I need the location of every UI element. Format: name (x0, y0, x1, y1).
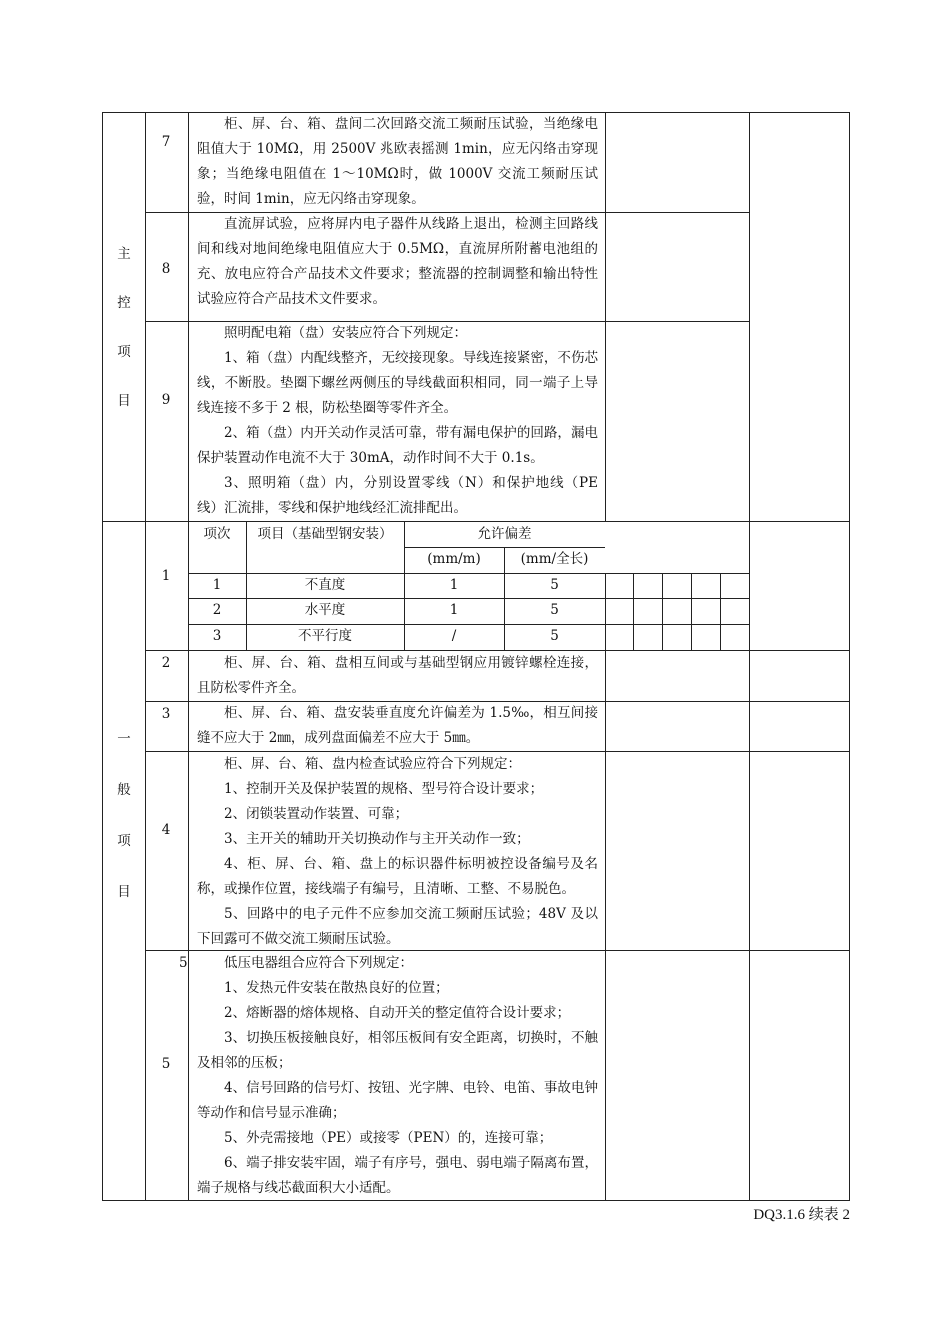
header-tolerance: 允许偏差 (477, 526, 532, 542)
general-item-3-text: 柜、屏、台、箱、盘安装垂直度允许偏差为 1.5‰，相互间接缝不应大于 2㎜，成列盘面偏差不应大于 5㎜。 (197, 705, 598, 746)
main-item-no-9: 9 (161, 392, 171, 408)
main-item-9-text: 照明配电箱（盘）安装应符合下列规定： 1、箱（盘）内配线整齐，无绞接现象。导线连接紧密，不伤芯线，不断股。垫圈下螺丝两侧压的导线截面积相同，同一端子上导线连接不多于 2 根，防松垫圈等零件齐全。 2、箱（盘）内开关动作灵活可靠，带有漏电保护的回路，漏电保护装置动作电流不大于 30mA，动作时间不大于 0.1s。 3、照明箱（盘）内，分别设置零线（N）和保护地线（PE 线）汇流排，零线和保护地线经汇流排配出。 (197, 325, 598, 516)
header-per-m: (mm/m) (427, 551, 481, 567)
header-full-length: (mm/全长) (520, 551, 589, 567)
header-item: 项目（基础型钢安装） (257, 526, 393, 542)
section-label-general: 一般项目 (117, 731, 131, 900)
form-code-footer: DQ3.1.6 续表 2 (753, 1207, 850, 1223)
main-item-7-text: 柜、屏、台、箱、盘间二次回路交流工频耐压试验，当绝缘电阻值大于 10MΩ，用 2500V 兆欧表摇测 1min，应无闪络击穿现象；当绝缘电阻值在 1～10MΩ时，做 1000V 交流工频耐压试验，时间 1min，应无闪络击穿现象。 (197, 116, 598, 207)
main-item-8-text: 直流屏试验，应将屏内电子器件从线路上退出，检测主回路线间和线对地间绝缘电阻值应大于 0.5MΩ，直流屏所附蓄电池组的充、放电应符合产品技术文件要求；整流器的控制调整和输出特性试验应符合产品技术文件要求。 (197, 216, 598, 307)
general-item-no-4: 4 (161, 822, 171, 838)
general-item-5-stray-number: 5 (179, 955, 188, 971)
main-item-no-8: 8 (161, 261, 171, 277)
header-index: 项次 (203, 526, 231, 542)
section-label-main-control: 主控项目 (117, 246, 131, 409)
general-item-4-text: 柜、屏、台、箱、盘内检查试验应符合下列规定： 1、控制开关及保护装置的规格、型号符合设计要求； 2、闭锁装置动作装置、可靠； 3、主开关的辅助开关切换动作与主开关动作一致； 4、柜、屏、台、箱、盘上的标识器件标明被控设备编号及名称，或操作位置，接线端子有编号，且清晰、工整、不易脱色。 5、回路中的电子元件不应参加交流工频耐压试验；48V 及以下回露可不做交流工频耐压试验。 (197, 756, 598, 947)
main-item-no-7: 7 (161, 134, 171, 150)
inspection-form-page: 主控项目 一般项目 7 柜、屏、台、箱、盘间二次回路交流工频耐压试验，当绝缘电阻值大于 10MΩ，用 2500V 兆欧表摇测 1min，应无闪络击穿现象；当绝缘电阻值在 1～10MΩ时，做 1000V 交流工频耐压试验，时间 1min，应无闪络击穿现象。 8 直流屏试验，应将屏内电子器件从线路上退出，检测主回路线间和线对地间绝缘电阻值应大于 0.5MΩ，直流屏所附蓄电池组的充、放电应符合产品技术文件要求；整流器的控制调整和输出特性试验应符合产品技术文件要求。 9 照明配电箱（盘）安装应符合下列规定： 1、箱（盘）内配线整齐，无绞接现象。导线连接紧密，不伤芯线，不断股。垫圈下螺丝两侧压的导线截面积相同，同一端子上导线连接不多于 2 根，防松垫圈等零件齐全。 2、箱（盘）内开关动作灵活可靠，带有漏电保护的回路，漏电保护装置动作电流不大于 30mA，动作时间不大于 0.1s。 3、照明箱（盘）内，分别设置零线（N）和保护地线（PE 线）汇流排，零线和保护地线经汇流排配出。 1 项次 项目（基础型钢安装） 允许偏差 (mm/m) (mm/全长) 1 不直度 1 5 2 水平度 1 5 3 不平行度 / 5 2 柜、屏、台、箱、盘相互间或与基础型钢应用镀锌螺栓连接，且防松零件齐全。 3 柜、屏、台、箱、盘安装垂直度允许偏差为 1.5‰，相互间接缝不应大于 2㎜，成列盘面偏差不应大于 5㎜。 4 柜、屏、台、箱、盘内检查试验应符合下列规定： 1、控制开关及保护装置的规格、型号符合设计要求； 2、闭锁装置动作装置、可靠； 3、主开关的辅助开关切换动作与主开关动作一致； 4、柜、屏、台、箱、盘上的标识器件标明被控设备编号及名称，或操作位置，接线端子有编号，且清晰、工整、不易脱色。 5、回路中的电子元件不应参加交流工频耐压试验；48V 及以下回露可不做交流工频耐压试验。 5 5 低压电器组合应符合下列规定： 1、发热元件安装在散热良好的位置； 2、熔断器的熔体规格、自动开关的整定值符合设计要求； 3、切换压板接触良好，相邻压板间有安全距离，切换时，不触及相邻的压板； 4、信号回路的信号灯、按钮、光字牌、电铃、电笛、事故电钟等动作和信号显示准确； 5、外壳需接地（PE）或接零（PEN）的，连接可靠； 6、端子排安装牢固，端子有序号，强电、弱电端子隔离布置，端子规格与线芯截面积大小适配。 DQ3.1.6 续表 2 (0, 0, 950, 1344)
general-item-no-2: 2 (161, 655, 171, 671)
general-item-no-1: 1 (161, 568, 171, 584)
general-item-5-text: 低压电器组合应符合下列规定： 1、发热元件安装在散热良好的位置； 2、熔断器的熔体规格、自动开关的整定值符合设计要求； 3、切换压板接触良好，相邻压板间有安全距离，切换时，不触及相邻的压板； 4、信号回路的信号灯、按钮、光字牌、电铃、电笛、事故电钟等动作和信号显示准确； 5、外壳需接地（PE）或接零（PEN）的，连接可靠； 6、端子排安装牢固，端子有序号，强电、弱电端子隔离布置，端子规格与线芯截面积大小适配。 (197, 955, 598, 1196)
general-item-no-5: 5 (161, 1056, 171, 1072)
general-item-no-3: 3 (161, 706, 171, 722)
general-item-2-text: 柜、屏、台、箱、盘相互间或与基础型钢应用镀锌螺栓连接，且防松零件齐全。 (197, 655, 598, 696)
